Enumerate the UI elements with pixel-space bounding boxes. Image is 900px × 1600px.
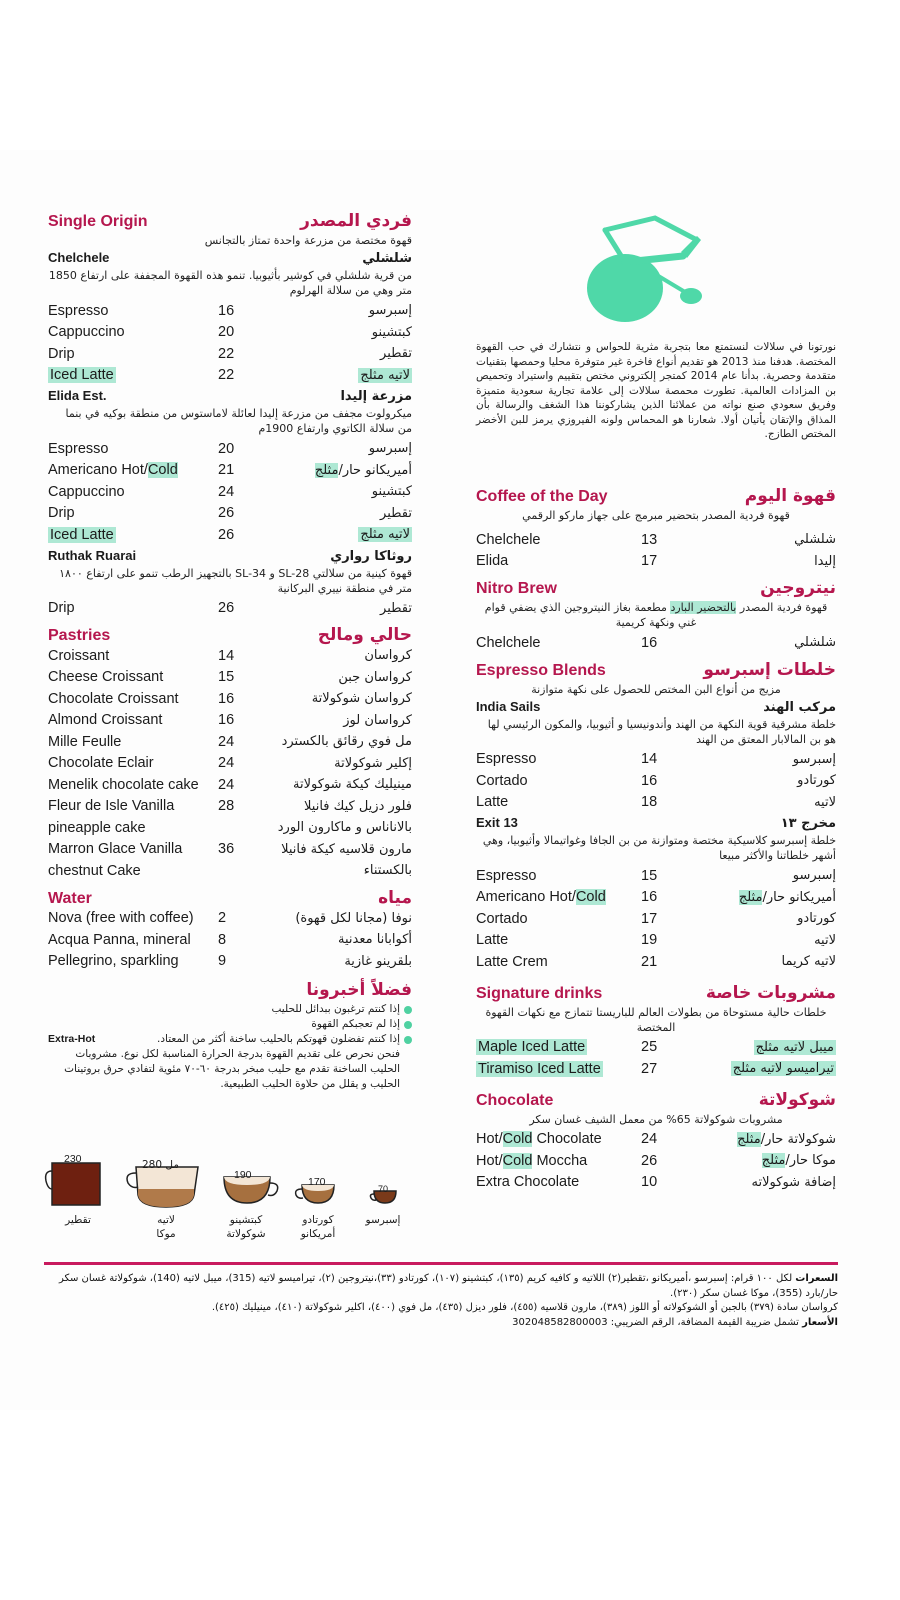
item-name-ar: لاتيه كريما xyxy=(781,954,836,970)
item-name-en: Espresso xyxy=(48,440,109,457)
espresso-blends-desc: مزيج من أنواع البن المختص للحصول على نكهة متوازنة xyxy=(531,682,781,696)
signature-title-en: Signature drinks xyxy=(476,984,603,1002)
item-name-ar: إكلير شوكولاتة xyxy=(334,755,412,771)
item-name-en: Espresso xyxy=(476,751,537,768)
right-column xyxy=(476,480,836,1193)
single-origin-desc: قهوة مختصة من مزرعة واحدة تمتاز بالتجانس xyxy=(204,234,412,247)
item-price: 17 xyxy=(641,553,658,570)
prices-label: الأسعار xyxy=(802,1316,838,1328)
item-price: 16 xyxy=(218,690,235,707)
cup-label: تقطير xyxy=(65,1214,91,1226)
nitro-desc xyxy=(476,600,836,630)
item-name-en: Iced Latte xyxy=(50,367,114,384)
menu-item xyxy=(48,481,412,503)
item-name-ar: لاتيه مثلج xyxy=(360,367,410,383)
item-name-en-highlight: Cold xyxy=(575,889,606,906)
water-title-ar: مياه xyxy=(378,887,412,908)
item-price: 26 xyxy=(641,1152,658,1169)
nitro-desc-b: مطعمة بغاز النيتروجين الذي يضفي قوام غني ونكهة كريمية xyxy=(484,601,697,629)
item-name-en: Marron Glace Vanilla xyxy=(48,841,183,858)
chelchele-desc: من قرية شلشلي في كوشير بأثيوبيا. تنمو هذه القهوة المجففة على ارتفاع 1850 متر وهي من سلالة الهرلوم xyxy=(48,269,412,297)
item-name-en: Americano Hot/ xyxy=(48,462,148,479)
item-name-en: Cappuccino xyxy=(48,483,125,500)
pastries-title-en: Pastries xyxy=(48,627,111,644)
coffee-day-title-en: Coffee of the Day xyxy=(476,488,608,505)
item-price: 16 xyxy=(218,712,235,729)
item-name-ar: كبتشينو xyxy=(371,324,412,340)
menu-item xyxy=(48,817,412,839)
latte-cup-icon xyxy=(127,1167,198,1207)
item-name-en: Iced Latte xyxy=(50,526,114,543)
menu-item xyxy=(476,1058,836,1080)
item-price: 24 xyxy=(218,776,235,793)
item-name-en-highlight: Cold xyxy=(147,462,178,479)
item-price: 36 xyxy=(218,841,235,858)
item-name-ar-highlight: مثلج xyxy=(738,889,763,905)
item-price: 26 xyxy=(218,600,235,617)
menu-item xyxy=(48,796,412,818)
menu-item xyxy=(48,839,412,861)
item-name-ar: أكوابانا معدنية xyxy=(338,932,412,948)
elida-name-ar: مزرعة إليدا xyxy=(340,389,412,404)
item-name-ar: إسبرسو xyxy=(792,868,836,884)
item-name-ar: مينيليك كيكة شوكولاتة xyxy=(293,777,412,793)
item-price: 21 xyxy=(218,462,235,479)
tell-us-bullets xyxy=(48,1002,412,1092)
item-name-en: Nova (free with coffee) xyxy=(48,910,194,927)
cup-label: أمريكانو xyxy=(300,1228,336,1240)
nitro-header xyxy=(476,578,836,598)
item-name-en: Chelchele xyxy=(476,634,541,651)
bullet-item xyxy=(48,1002,412,1017)
extra-hot-label: Extra-Hot xyxy=(48,1033,96,1045)
menu-item xyxy=(48,688,412,710)
item-name-ar: فلور دزيل كيك فانيلا xyxy=(304,798,412,814)
bullet-text: إذا كنتم تفضلون قهوتكم بالحليب ساخنة أكثر من المعتاد. xyxy=(157,1033,400,1045)
single-origin-title-en: Single Origin xyxy=(48,213,148,230)
coffee-day-header xyxy=(476,486,836,506)
item-name-en: Drip xyxy=(48,345,75,362)
item-name-ar: بالاناناس و ماكارون الورد xyxy=(277,820,412,836)
menu-item xyxy=(48,753,412,775)
item-name-ar: لاتيه xyxy=(814,794,836,810)
item-name-ar: نوفا (مجانا لكل قهوة) xyxy=(295,910,412,926)
menu-item xyxy=(48,951,412,973)
prices-text: تشمل ضريبة القيمة المضافة، الرقم الضريبي: 302048582800003 xyxy=(512,1316,803,1328)
bullet-text: إذا لم تعجبكم القهوة xyxy=(311,1018,400,1030)
item-name-ar: مل فوي رقائق بالكسترد xyxy=(281,734,412,750)
footer-divider xyxy=(44,1262,838,1265)
footer-prices xyxy=(44,1316,838,1331)
nitro-desc-a: قهوة فردية المصدر xyxy=(736,601,828,614)
item-name-en: Cortado xyxy=(476,910,528,927)
item-name-en: Tiramiso Iced Latte xyxy=(478,1060,601,1077)
item-price: 21 xyxy=(641,953,658,970)
item-price: 14 xyxy=(218,647,235,664)
menu-item xyxy=(48,710,412,732)
item-name-en: Latte Crem xyxy=(476,953,548,970)
item-price: 16 xyxy=(641,634,658,651)
menu-item xyxy=(476,1150,836,1172)
india-sails-name-ar: مركب الهند xyxy=(763,699,836,715)
item-price: 15 xyxy=(641,867,658,884)
item-name-en-rest: Chocolate xyxy=(532,1131,602,1148)
item-price: 24 xyxy=(218,755,235,772)
cup-size: 230 xyxy=(64,1153,82,1165)
menu-item xyxy=(48,774,412,796)
water-header xyxy=(48,888,412,908)
item-name-ar: كبتشينو xyxy=(371,484,412,500)
bullet-text: إذا كنتم ترغبون ببدائل للحليب xyxy=(271,1003,400,1015)
india-sails-name-en: India Sails xyxy=(476,698,541,714)
nitro-title-en: Nitro Brew xyxy=(476,580,557,597)
exit-13-header xyxy=(476,815,836,831)
item-name-ar: مارون قلاسيه كيكة فانيلا xyxy=(281,841,412,857)
menu-item xyxy=(476,887,836,909)
item-name-ar: إسبرسو xyxy=(368,303,412,319)
item-name-ar: بلقرينو غازية xyxy=(344,953,412,969)
signature-header xyxy=(476,983,836,1003)
menu-item xyxy=(48,598,412,620)
menu-item xyxy=(476,1129,836,1151)
cup-label: كورتادو xyxy=(302,1214,334,1226)
item-name-ar: شوكولاتة حار/ xyxy=(760,1131,836,1147)
item-price: 26 xyxy=(218,526,235,543)
item-name-en: Cortado xyxy=(476,772,528,789)
item-name-en: Maple Iced Latte xyxy=(478,1039,586,1056)
elida-name-en: Elida Est. xyxy=(48,388,107,403)
item-name-en: chestnut Cake xyxy=(48,862,141,879)
menu-item xyxy=(48,300,412,322)
india-sails-desc: خلطة مشرقية قوية النكهة من الهند وأندونيسيا و أثيوبيا، والمكون الرئيسي لها هو بن المالابار المعتق من الهند xyxy=(487,717,836,746)
menu-item xyxy=(476,792,836,814)
menu-item xyxy=(476,930,836,952)
menu-item xyxy=(476,951,836,973)
item-price: 22 xyxy=(218,367,235,384)
menu-item xyxy=(476,908,836,930)
india-sails-header xyxy=(476,699,836,715)
item-name-en-highlight: Cold xyxy=(502,1131,533,1148)
bullet-dot-icon xyxy=(404,1006,412,1014)
item-name-ar: بالكستناء xyxy=(363,863,412,879)
menu-item xyxy=(476,865,836,887)
item-name-ar: تيراميسو لاتيه مثلج xyxy=(732,1061,834,1077)
item-name-en: Elida xyxy=(476,553,509,570)
exit-13-desc: خلطة إسبرسو كلاسيكية مختصة ومتوازنة من بن الجافا وغواتيمالا وأثيوبيا، وهي أشهر خلطاتنا والأكثر مبيعا xyxy=(482,834,836,862)
menu-item xyxy=(476,749,836,771)
footer-notes xyxy=(44,1272,838,1330)
footer-calories-2: كرواسان سادة (٣٧٩) بالجبن أو الشوكولاته أو اللوز (٣٨٩)، مارون قلاسيه (٤٥٥)، فلور ديزل (٤٣٥)، مل فوي (٤٠٠)، اكلير شوكولاتة (٤١٠)، مينيليك (٤٢٥). xyxy=(211,1302,838,1313)
item-name-ar: إضافة شوكولاته xyxy=(751,1174,836,1190)
item-name-ar: أميريكانو حار/ xyxy=(762,889,836,905)
item-price: 20 xyxy=(218,324,235,341)
item-name-en: Latte xyxy=(476,794,509,811)
ruthak-name-en: Ruthak Ruarai xyxy=(48,547,137,563)
single-origin-title-ar: فردي المصدر xyxy=(300,211,412,231)
item-name-ar-highlight: مثلج xyxy=(737,1131,761,1147)
bullet-dot-icon xyxy=(404,1036,412,1044)
item-name-en: Drip xyxy=(48,600,75,617)
menu-item xyxy=(476,1037,836,1059)
calories-label: السعرات xyxy=(795,1273,838,1284)
menu-item xyxy=(476,529,836,551)
chocolate-title-ar: شوكولاتة xyxy=(758,1089,836,1110)
cup-size: 280 مل xyxy=(142,1159,179,1171)
menu-item xyxy=(48,908,412,930)
menu-item xyxy=(48,460,412,482)
item-name-ar: كورتادو xyxy=(797,911,836,927)
item-name-ar: كرواسان شوكولاتة xyxy=(311,691,412,707)
item-price: 19 xyxy=(641,932,658,949)
item-price: 16 xyxy=(218,302,235,319)
item-price: 2 xyxy=(218,910,227,927)
item-name-en: Extra Chocolate xyxy=(476,1174,580,1191)
intro-text: نورتونا في سلالات لنستمتع معا بتجربة مثرية للحواس و نتشارك في حب القهوة المختصة. هدفنا منذ 2013 هو تقديم أنواع فاخرة غير متوفرة محليا وحمصها بتقنيات متقدمة وحصرية. بدأنا عام 2014 كمتجر إلكتروني مختص بتقييم واستيراد وتحميص بن المزادات العالمية. تطورت محمصة سلالات إلى علامة تجارية سعودية متميزة وفريق سعودي صنع نواته من عملائنا الذين يشاركوننا هذا الشغف والرسالة بأن المذاق والإتقان يأتيان أولا. شعارنا هو المحماس ولونه الفيروزي يرمز للبن الأخضر المختص الطازج. xyxy=(476,341,837,440)
cup-size: 170 xyxy=(308,1176,326,1188)
menu-item xyxy=(476,632,836,654)
menu-item xyxy=(476,551,836,573)
item-price: 27 xyxy=(641,1060,658,1077)
item-name-en: Chocolate Croissant xyxy=(48,690,179,707)
item-name-ar-highlight: مثلج xyxy=(314,462,339,478)
item-name-ar: تقطير xyxy=(380,600,412,616)
tell-us-note: فنحن نحرص على تقديم القهوة بدرجة الحرارة المناسبة لكل نوع. مشروبات الحليب الساخنة تقدم مع حليب مبخر بدرجة ٦٠-٧٠ مئوية لتفادي حرق بروتينات الحليب و يقلل من حلاوة الحليب الطبيعية. xyxy=(64,1048,400,1090)
item-name-en: Latte xyxy=(476,932,509,949)
menu-item xyxy=(48,929,412,951)
item-name-en: Cheese Croissant xyxy=(48,669,164,686)
item-price: 28 xyxy=(218,798,235,815)
item-price: 17 xyxy=(641,910,658,927)
pastries-title-ar: حالي ومالح xyxy=(317,625,412,645)
item-name-ar: إسبرسو xyxy=(792,751,836,767)
chocolate-title-en: Chocolate xyxy=(476,1091,554,1109)
item-name-en: Chelchele xyxy=(476,531,541,548)
item-price: 25 xyxy=(641,1039,658,1056)
item-name-en: Hot/ xyxy=(476,1131,503,1148)
single-origin-header xyxy=(48,211,412,231)
item-name-en: Espresso xyxy=(476,867,537,884)
item-price: 24 xyxy=(218,733,235,750)
menu-item xyxy=(48,322,412,344)
item-name-en: pineapple cake xyxy=(48,819,146,836)
item-price: 24 xyxy=(641,1131,658,1148)
roaster-logo-icon xyxy=(585,210,735,325)
item-price: 18 xyxy=(641,794,658,811)
tell-us-title: فضلاً أخبرونا xyxy=(306,980,412,1000)
chelchele-name-ar: شلشلي xyxy=(362,251,412,266)
item-name-ar: إسبرسو xyxy=(368,441,412,457)
item-name-ar: كرواسان لوز xyxy=(343,712,412,728)
menu-item xyxy=(48,438,412,460)
item-name-en: Fleur de Isle Vanilla xyxy=(48,798,175,815)
elida-header xyxy=(48,388,412,404)
item-name-en: Croissant xyxy=(48,647,110,664)
calories-text: لكل ١٠٠ قرام: إسبرسو ،أميريكانو ،تقطير(٢) اللاتيه و كافيه كريم (١٣٥)، كبتشينو (١٠٧)، كورتادو (٣٣)،نيتروجين (٢)، تيراميسو لاتيه (315)، ميبل لاتيه (140)، شوكولاتة غسان سكر حار/بارد (355)، موكا غسان سكر (٢٣٠). xyxy=(58,1273,838,1299)
item-name-ar: أميريكانو حار/ xyxy=(338,462,412,478)
item-price: 22 xyxy=(218,345,235,362)
coffee-day-desc: قهوة فردية المصدر بتحضير مبرمج على جهاز ماركو الرقمي xyxy=(522,509,790,522)
footer-calories-1 xyxy=(44,1272,838,1301)
item-name-en: Pellegrino, sparkling xyxy=(48,953,179,970)
item-name-en: Acqua Panna, mineral xyxy=(48,931,191,948)
water-title-en: Water xyxy=(48,889,92,907)
menu-item xyxy=(48,860,412,882)
item-name-en: Drip xyxy=(48,505,75,522)
ruthak-desc: قهوة كينية من سلالتي SL-28 و SL-34 بالتجهيز الرطب تنمو على ارتفاع ١٨٠٠ متر في منطقة نييري البركانية xyxy=(59,566,412,595)
item-name-ar: لاتيه مثلج xyxy=(360,527,410,543)
chocolate-desc: مشروبات شوكولاتة 65% من معمل الشيف غسان سكر xyxy=(529,1112,783,1126)
cup-label: شوكولاتة xyxy=(226,1228,266,1240)
item-price: 26 xyxy=(218,505,235,522)
item-name-ar: ميبل لاتيه مثلج xyxy=(755,1039,834,1055)
cup-label: كبتشينو xyxy=(229,1214,263,1226)
ruthak-name-ar: روثاكا رواري xyxy=(330,548,412,564)
item-name-ar: كورتادو xyxy=(797,773,836,789)
pastry-list xyxy=(48,645,412,882)
menu-item xyxy=(48,645,412,667)
menu-item xyxy=(48,343,412,365)
elida-desc: ميكرولوت مجفف من مزرعة إليدا لعائلة لاماستوس من منطقة بوكيه في بنما من سلالة الكاتوي وارتفاع 1900م xyxy=(65,407,412,435)
bullet-dot-icon xyxy=(404,1021,412,1029)
item-name-en: Almond Croissant xyxy=(48,712,163,729)
coffee-day-title-ar: قهوة اليوم xyxy=(744,486,836,506)
item-name-en: Espresso xyxy=(48,302,109,319)
item-name-en: Menelik chocolate cake xyxy=(48,776,199,793)
item-name-en: Hot/ xyxy=(476,1152,503,1169)
espresso-blends-header xyxy=(476,660,836,680)
item-name-ar: لاتيه xyxy=(814,932,836,948)
item-price: 16 xyxy=(641,889,658,906)
item-name-ar: تقطير xyxy=(380,346,412,362)
cup-size: 70 xyxy=(378,1184,389,1194)
item-name-ar: كرواسان جبن xyxy=(338,669,412,685)
item-price: 8 xyxy=(218,931,227,948)
left-column xyxy=(48,205,412,1092)
cup-label: إسبرسو xyxy=(365,1214,401,1226)
menu-item xyxy=(48,731,412,753)
tell-us-header xyxy=(48,980,412,1000)
menu-item xyxy=(48,503,412,525)
exit-13-name-en: Exit 13 xyxy=(476,815,518,830)
nitro-desc-highlight: بالتحضير البارد xyxy=(670,601,737,614)
item-name-en: Cappuccino xyxy=(48,324,125,341)
item-name-en: Mille Feulle xyxy=(48,733,122,750)
ruthak-header xyxy=(48,548,412,564)
item-price: 10 xyxy=(641,1174,658,1191)
cup-size: 190 xyxy=(234,1169,252,1181)
item-name-ar: موكا حار/ xyxy=(785,1153,836,1169)
item-name-ar: إليدا xyxy=(814,553,836,569)
exit-13-name-ar: مخرج ١٣ xyxy=(780,816,836,831)
cup-label: موكا xyxy=(156,1228,176,1240)
menu-item xyxy=(48,524,412,546)
cup-sizes xyxy=(44,1155,414,1245)
item-name-ar: شلشلي xyxy=(794,635,836,651)
item-price: 9 xyxy=(218,953,227,970)
chelchele-header xyxy=(48,250,412,266)
menu-item xyxy=(48,667,412,689)
item-price: 16 xyxy=(641,772,658,789)
bullet-item xyxy=(48,1032,412,1047)
item-name-ar: شلشلي xyxy=(794,532,836,548)
signature-desc: خلطات حالية مستوحاة من بطولات العالم للباريستا تتمازج مع نكهات القهوة المختصة xyxy=(485,1005,827,1034)
item-name-ar: كرواسان xyxy=(364,648,412,664)
item-name-en-highlight: Cold xyxy=(502,1152,533,1169)
pastries-header xyxy=(48,625,412,645)
espresso-blends-title-ar: خلطات إسبرسو xyxy=(703,659,836,680)
signature-title-ar: مشروبات خاصة xyxy=(705,982,836,1003)
cup-label: لاتيه xyxy=(157,1214,175,1226)
nitro-title-ar: نيتروجين xyxy=(760,578,836,598)
chocolate-header xyxy=(476,1090,836,1110)
item-price: 24 xyxy=(218,483,235,500)
menu-item xyxy=(48,365,412,387)
chelchele-name-en: Chelchele xyxy=(48,250,110,265)
item-name-en-rest: Moccha xyxy=(532,1152,588,1169)
bullet-item xyxy=(48,1017,412,1032)
item-price: 13 xyxy=(641,531,658,548)
item-name-ar: تقطير xyxy=(380,505,412,521)
item-price: 20 xyxy=(218,440,235,457)
item-name-en: Chocolate Eclair xyxy=(48,755,154,772)
item-name-en: Americano Hot/ xyxy=(476,889,576,906)
drip-cup-icon xyxy=(46,1163,100,1205)
item-price: 14 xyxy=(641,751,658,768)
item-name-ar-highlight: مثلج xyxy=(761,1153,786,1169)
item-price: 15 xyxy=(218,669,235,686)
espresso-blends-title-en: Espresso Blends xyxy=(476,661,606,679)
menu-item xyxy=(476,1172,836,1194)
menu-item xyxy=(476,770,836,792)
